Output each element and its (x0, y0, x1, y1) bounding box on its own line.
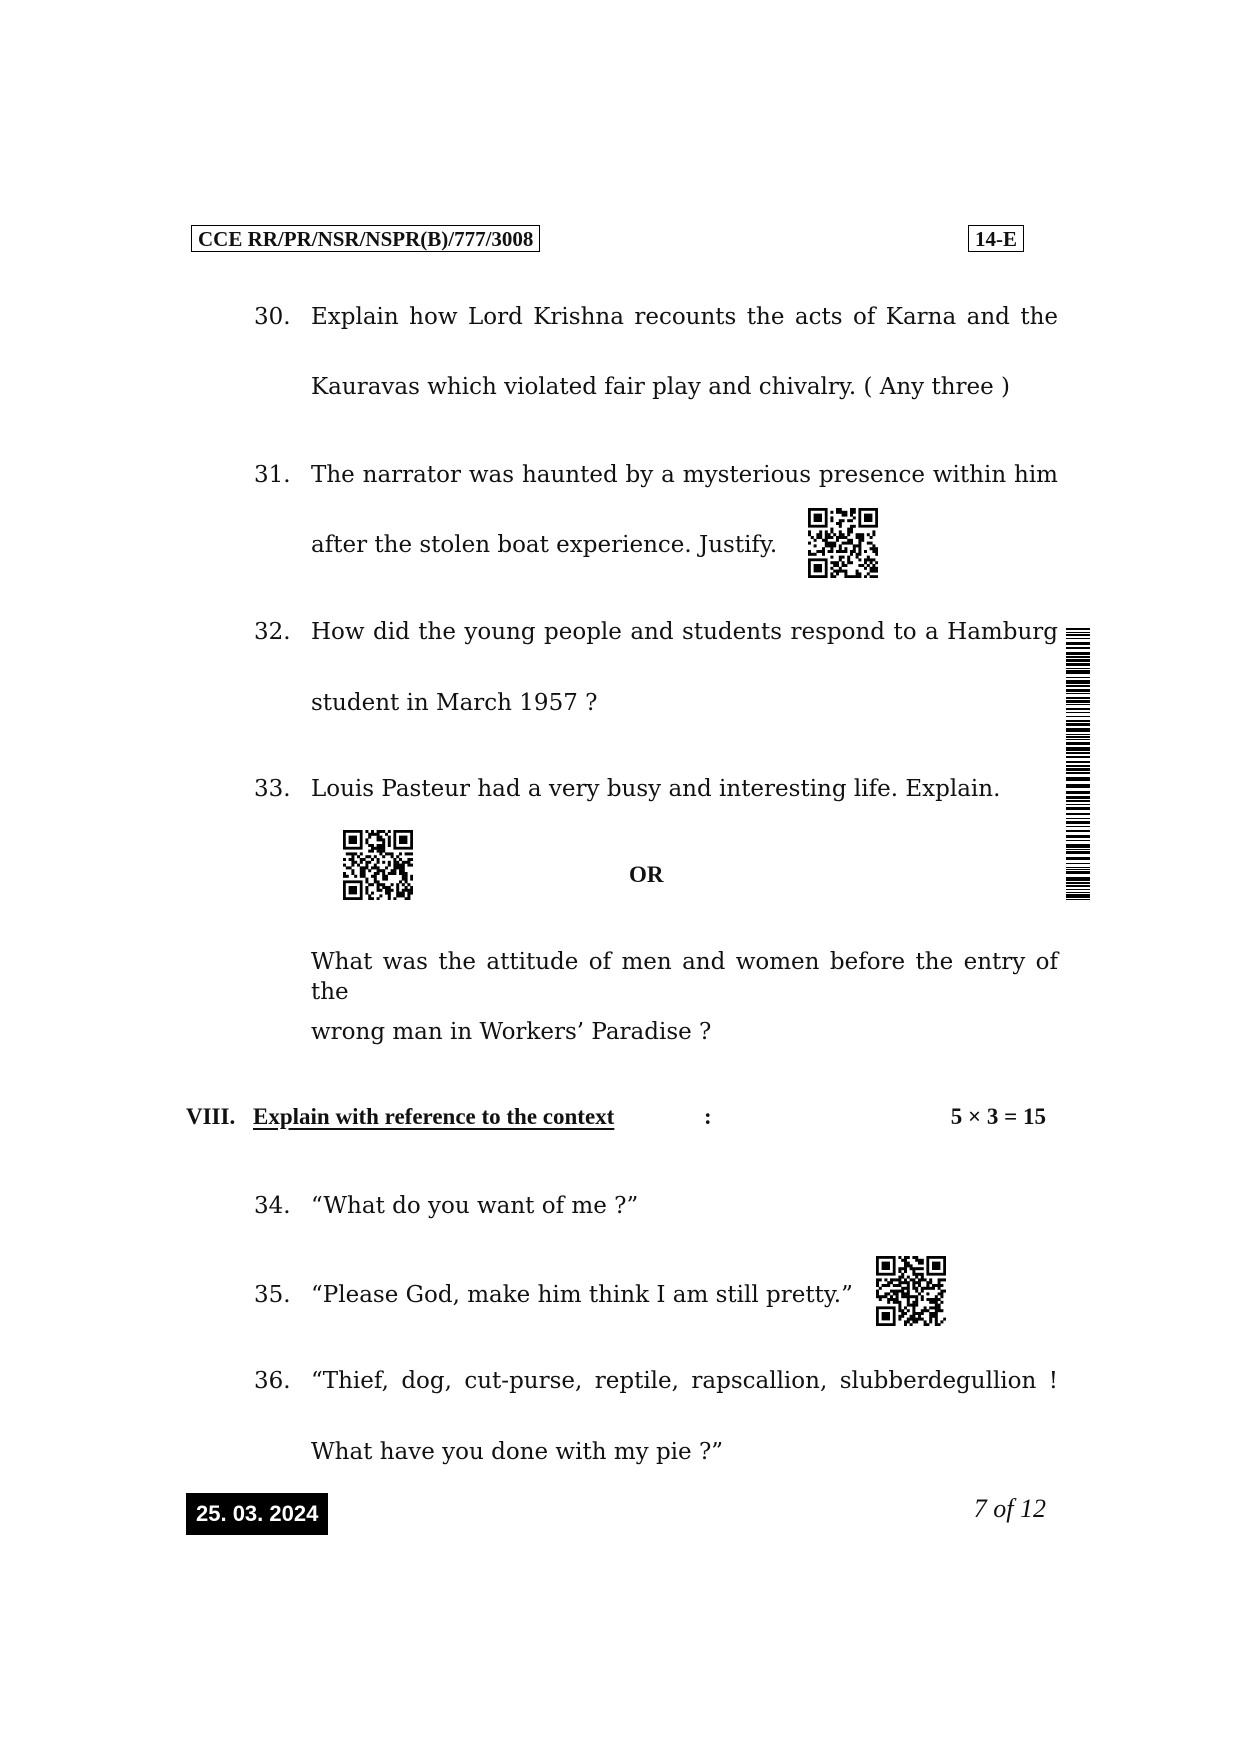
or-label: OR (629, 862, 664, 887)
question-line: “What do you want of me ?” (311, 1193, 639, 1219)
question-number: 36. (254, 1368, 291, 1394)
question-number: 32. (254, 619, 291, 645)
page-number: 7 of 12 (973, 1494, 1046, 1523)
question-line: How did the young people and students respond to a Hamburg (311, 619, 1058, 645)
qr-code-icon (876, 1256, 946, 1326)
paper-version: 14-E (968, 225, 1024, 252)
section-number: VIII. (186, 1104, 236, 1129)
question-number: 34. (254, 1193, 291, 1219)
question-number: 30. (254, 304, 291, 330)
question-line: “Thief, dog, cut-purse, reptile, rapscallion, slubberdegullion ! (311, 1368, 1058, 1394)
exam-date: 25. 03. 2024 (186, 1493, 328, 1535)
section-marks: 5 × 3 = 15 (950, 1104, 1046, 1129)
question-line: What have you done with my pie ?” (311, 1439, 724, 1465)
question-line: Kauravas which violated fair play and chivalry. ( Any three ) (311, 374, 1011, 400)
question-number: 31. (254, 462, 291, 488)
qr-code-icon (343, 830, 413, 900)
question-line: wrong man in Workers’ Paradise ? (311, 1019, 712, 1045)
question-line: The narrator was haunted by a mysterious presence within him (311, 462, 1058, 488)
section-title: Explain with reference to the context (253, 1104, 615, 1129)
question-line: Louis Pasteur had a very busy and interesting life. Explain. (311, 776, 1001, 802)
qr-code-icon (808, 508, 878, 578)
barcode-icon (1066, 628, 1090, 900)
question-number: 35. (254, 1282, 291, 1308)
question-line: What was the attitude of men and women before the entry of the (311, 949, 1058, 1005)
question-line: Explain how Lord Krishna recounts the acts of Karna and the (311, 304, 1058, 330)
question-line: “Please God, make him think I am still pretty.” (311, 1282, 853, 1308)
section-colon: : (704, 1104, 712, 1129)
question-line: after the stolen boat experience. Justify. (311, 532, 778, 558)
paper-code: CCE RR/PR/NSR/NSPR(B)/777/3008 (191, 225, 540, 252)
question-number: 33. (254, 776, 291, 802)
question-line: student in March 1957 ? (311, 690, 598, 716)
